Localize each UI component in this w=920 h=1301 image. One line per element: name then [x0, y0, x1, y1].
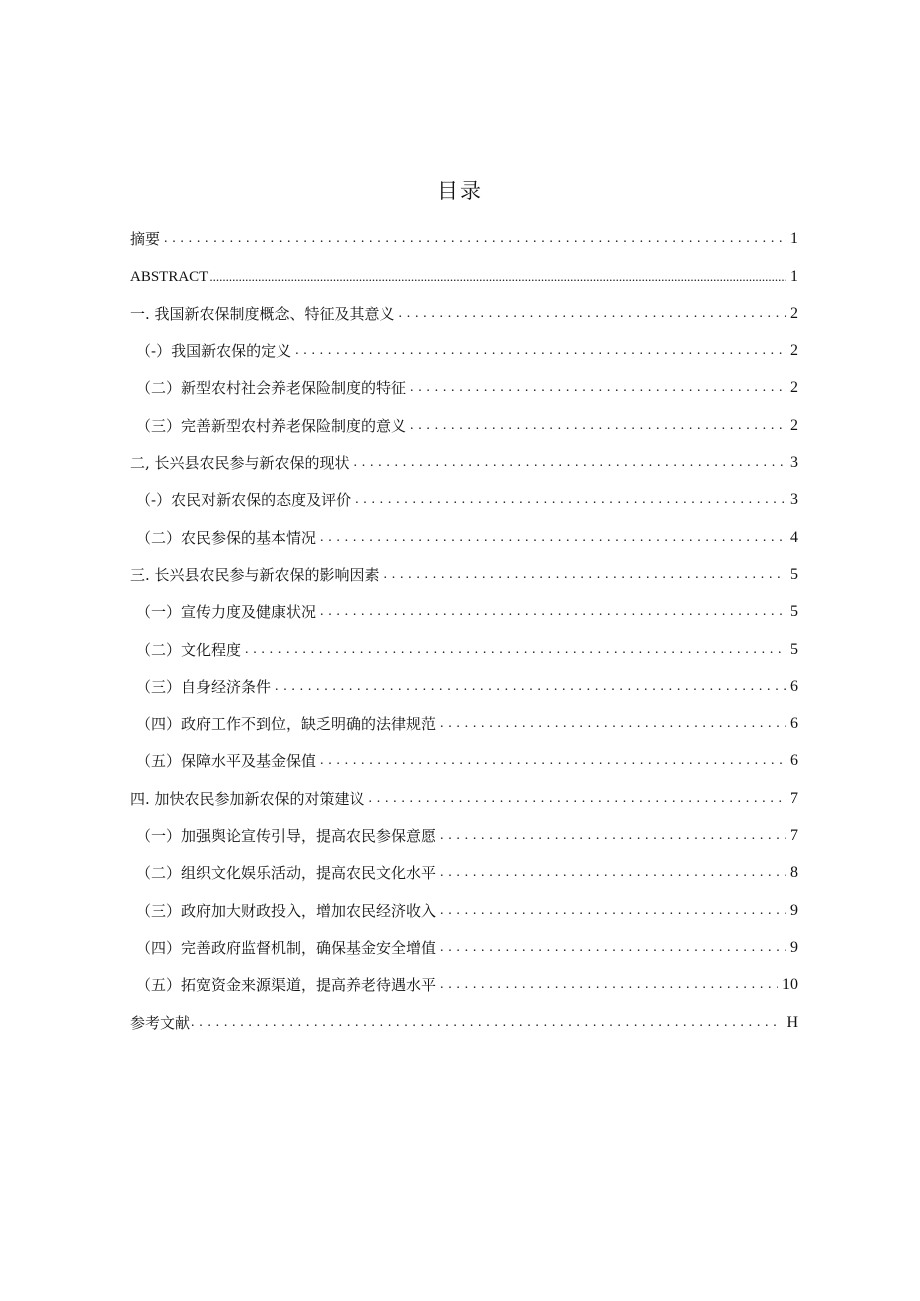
- toc-entry-text: 二, 长兴县农民参与新农保的现状: [130, 454, 350, 473]
- dot-leader: [320, 603, 786, 621]
- toc-entry-section-3-5: [130, 741, 798, 778]
- dot-leader: [410, 417, 786, 435]
- toc-entry-chapter-3: [130, 555, 798, 592]
- dot-leader: [369, 790, 786, 808]
- toc-page-number: 2: [790, 304, 798, 322]
- toc-entry-text: 四. 加快农民参加新农保的对策建议: [130, 789, 365, 808]
- dot-leader: [245, 641, 786, 659]
- toc-entry-text: （-）我国新农保的定义: [136, 342, 292, 361]
- dot-leader: [440, 827, 786, 845]
- toc-page-number: 6: [790, 752, 798, 770]
- dot-leader: [440, 902, 786, 920]
- toc-page-number: 2: [790, 379, 798, 397]
- toc-entry-section-3-2: [130, 629, 798, 666]
- toc-page-number: H: [786, 1013, 798, 1031]
- toc-entry-text: （-）农民对新农保的态度及评价: [136, 491, 352, 510]
- toc-entry-text: 参考文献: [130, 1013, 191, 1032]
- toc-page-number: 2: [790, 342, 798, 360]
- toc-entry-text: （五）拓宽资金来源渠道，提高养老待遇水平: [136, 976, 437, 995]
- toc-page-number: 5: [790, 640, 798, 658]
- dot-leader: [320, 752, 786, 770]
- toc-entry-section-3-1: [130, 592, 798, 629]
- toc-entry-text: ABSTRACT: [130, 268, 209, 285]
- toc-entry-text: （二）文化程度: [136, 640, 242, 659]
- toc-entry-section-3-4: [130, 704, 798, 741]
- toc-page-number: 9: [790, 938, 798, 956]
- toc-entry-chapter-1: [130, 294, 798, 331]
- toc-entry-text: （一）宣传力度及健康状况: [136, 603, 317, 622]
- toc-entry-section-2-2: [130, 517, 798, 554]
- dot-leader: [295, 342, 786, 360]
- toc-page-number: 7: [790, 789, 798, 807]
- toc-entry-section-2-1: [130, 480, 798, 517]
- dot-leader: [440, 864, 786, 882]
- toc-page-number: 6: [790, 715, 798, 733]
- toc-entry-abstract-cn: [130, 219, 798, 256]
- dot-leader: [440, 976, 778, 994]
- toc-entry-text: （五）保障水平及基金保值: [136, 752, 317, 771]
- toc-page-number: 5: [790, 603, 798, 621]
- toc-page-number: 5: [790, 565, 798, 583]
- toc-entry-text: （四）完善政府监督机制，确保基金安全增值: [136, 938, 437, 957]
- toc-entry-section-1-3: [130, 405, 798, 442]
- dot-leader: [440, 715, 786, 733]
- toc-page-number: 6: [790, 677, 798, 695]
- dot-leader: [440, 939, 786, 957]
- dot-leader: [355, 491, 786, 509]
- toc-title: 目录: [437, 179, 483, 203]
- dot-leader: [399, 305, 786, 323]
- toc-entry-section-4-5: [130, 965, 798, 1002]
- toc-entry-section-1-2: [130, 368, 798, 405]
- toc-entry-abstract-en: [130, 256, 798, 293]
- toc-entry-text: （三）自身经济条件: [136, 677, 272, 696]
- toc-page-number: 2: [790, 416, 798, 434]
- toc-entry-text: （四）政府工作不到位，缺乏明确的法律规范: [136, 715, 437, 734]
- toc-entry-section-1-1: [130, 331, 798, 368]
- toc-entry-text: （三）完善新型农村养老保险制度的意义: [136, 416, 407, 435]
- dot-leader: [410, 379, 786, 397]
- dot-leader: [191, 1014, 782, 1032]
- dot-leader: [354, 454, 786, 472]
- table-of-contents: [130, 219, 798, 1040]
- toc-page-number: 3: [790, 491, 798, 509]
- toc-page-number: 1: [790, 267, 798, 285]
- toc-page-number: 8: [790, 864, 798, 882]
- toc-entry-text: （二）新型农村社会养老保险制度的特征: [136, 379, 407, 398]
- toc-entry-text: 三. 长兴县农民参与新农保的影响因素: [130, 565, 380, 584]
- toc-entry-text: （三）政府加大财政投入，增加农民经济收入: [136, 901, 437, 920]
- toc-entry-text: （二）组织文化娱乐活动，提高农民文化水平: [136, 864, 437, 883]
- toc-entry-text: 摘要: [130, 230, 161, 249]
- toc-entry-text: 一. 我国新农保制度概念、特征及其意义: [130, 304, 395, 323]
- toc-entry-chapter-2: [130, 443, 798, 480]
- toc-entry-section-4-3: [130, 890, 798, 927]
- dot-leader: [384, 566, 786, 584]
- dot-leader: [164, 230, 786, 248]
- toc-page-number: 10: [782, 976, 798, 994]
- toc-page-number: 1: [790, 230, 798, 248]
- dot-leader: [320, 529, 786, 547]
- toc-page-number: 4: [790, 528, 798, 546]
- dot-leader: [275, 678, 786, 696]
- toc-page-number: 7: [790, 827, 798, 845]
- dot-leader: [209, 268, 786, 286]
- toc-entry-section-4-1: [130, 816, 798, 853]
- toc-page-number: 3: [790, 454, 798, 472]
- toc-page-number: 9: [790, 901, 798, 919]
- toc-entry-text: （二）农民参保的基本情况: [136, 528, 317, 547]
- toc-entry-text: （一）加强舆论宣传引导，提高农民参保意愿: [136, 827, 437, 846]
- toc-entry-section-3-3: [130, 667, 798, 704]
- toc-entry-chapter-4: [130, 778, 798, 815]
- toc-entry-section-4-4: [130, 928, 798, 965]
- toc-entry-section-4-2: [130, 853, 798, 890]
- toc-entry-references: [130, 1002, 798, 1039]
